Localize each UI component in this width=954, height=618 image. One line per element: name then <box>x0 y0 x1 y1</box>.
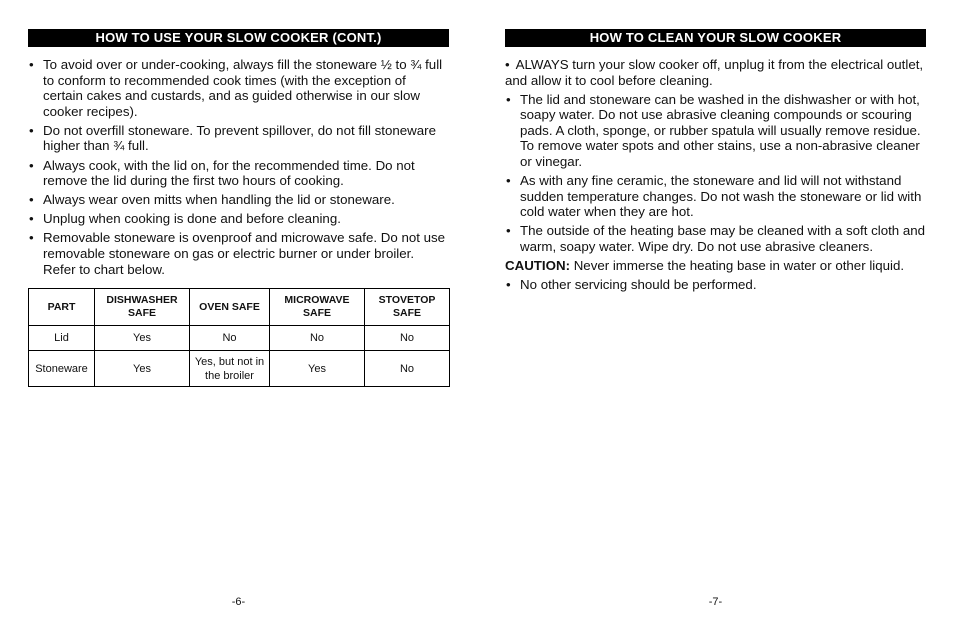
table-cell: No <box>365 351 450 387</box>
list-item: • As with any fine ceramic, the stoneware and lid will not withstand sudden temperature changes. Do not wash the stoneware or lid with cold water when they are hot. <box>506 173 922 220</box>
table-cell: Yes, but not in the broiler <box>190 351 270 387</box>
page-number: -7- <box>708 596 723 608</box>
table-cell: Yes <box>270 351 365 387</box>
table-header-cell: DISHWASHER SAFE <box>95 289 190 326</box>
table-cell: No <box>190 326 270 351</box>
caution-note <box>505 258 926 274</box>
table-header-row <box>29 289 450 326</box>
bullet-icon: • <box>29 211 34 227</box>
left-content <box>28 57 449 281</box>
list-item: • Always wear oven mitts when handling the lid or stoneware. <box>29 192 395 208</box>
section-header-clean: HOW TO CLEAN YOUR SLOW COOKER <box>505 29 926 47</box>
bullet-icon: • <box>29 230 34 246</box>
list-item: • No other servicing should be performed. <box>506 277 757 293</box>
table-row <box>29 326 450 351</box>
page-number: -6- <box>231 596 246 608</box>
bullet-icon: • <box>29 157 34 173</box>
table-header-cell: PART <box>29 289 95 326</box>
table-header-cell: MICROWAVE SAFE <box>270 289 365 326</box>
list-item: • The lid and stoneware can be washed in the dishwasher or with hot, soapy water. Do not use abrasive cleaning compounds or scouring pads. A cloth, sponge, or rubber spatula will usually remove residue. To remove water spots and other stains, use a non-abrasive cleaner or vinegar. <box>506 91 921 170</box>
section-header-use: HOW TO USE YOUR SLOW COOKER (CONT.) <box>28 29 449 47</box>
list-item: • ALWAYS turn your slow cooker off, unplug it from the electrical outlet, and allow it to cool before cleaning. <box>505 57 924 88</box>
right-content <box>505 57 926 296</box>
bullet-icon: • <box>506 277 511 293</box>
list-item: • To avoid over or under-cooking, always fill the stoneware ½ to ¾ full to conform to recommended cook times (with the exception of certain cakes and custards, and as guided otherwise in our slow cooker recipes). <box>29 57 443 119</box>
bullet-icon: • <box>29 192 34 208</box>
list-item: • The outside of the heating base may be cleaned with a soft cloth and warm, soapy water. Wipe dry. Do not use abrasive cleaners. <box>506 223 926 255</box>
list-item: • Always cook, with the lid on, for the recommended time. Do not remove the lid during the first two hours of cooking. <box>29 157 415 189</box>
cleaning-bullet-list <box>505 57 926 255</box>
bullet-icon: • <box>29 122 34 138</box>
table-cell: Yes <box>95 351 190 387</box>
table-row <box>29 351 450 387</box>
right-page <box>505 0 926 618</box>
list-item: • Do not overfill stoneware. To prevent spillover, do not fill stoneware higher than ¾ full. <box>29 122 436 154</box>
bullet-icon: • <box>29 57 34 72</box>
list-item: • Removable stoneware is ovenproof and microwave safe. Do not use removable stoneware on gas or electric burner or under broiler. Refer to chart below. <box>29 230 446 277</box>
bullet-icon: • <box>506 91 511 107</box>
table-cell: No <box>270 326 365 351</box>
bullet-icon: • <box>506 173 511 189</box>
bullet-icon: • <box>505 57 510 72</box>
stoneware-safety-table <box>28 288 450 387</box>
table-cell: Lid <box>29 326 95 351</box>
table-cell: Yes <box>95 326 190 351</box>
caution-label: CAUTION: <box>505 258 570 274</box>
caution-text: Never immerse the heating base in water or other liquid. <box>570 258 905 274</box>
left-page <box>28 0 449 618</box>
bullet-icon: • <box>506 223 511 239</box>
table-header-cell: OVEN SAFE <box>190 289 270 326</box>
table-cell: Stoneware <box>29 351 95 387</box>
table-header-cell: STOVETOP SAFE <box>365 289 450 326</box>
servicing-bullet-list <box>505 277 926 293</box>
list-item: • Unplug when cooking is done and before cleaning. <box>29 211 341 227</box>
table-cell: No <box>365 326 450 351</box>
usage-bullet-list <box>28 57 449 277</box>
